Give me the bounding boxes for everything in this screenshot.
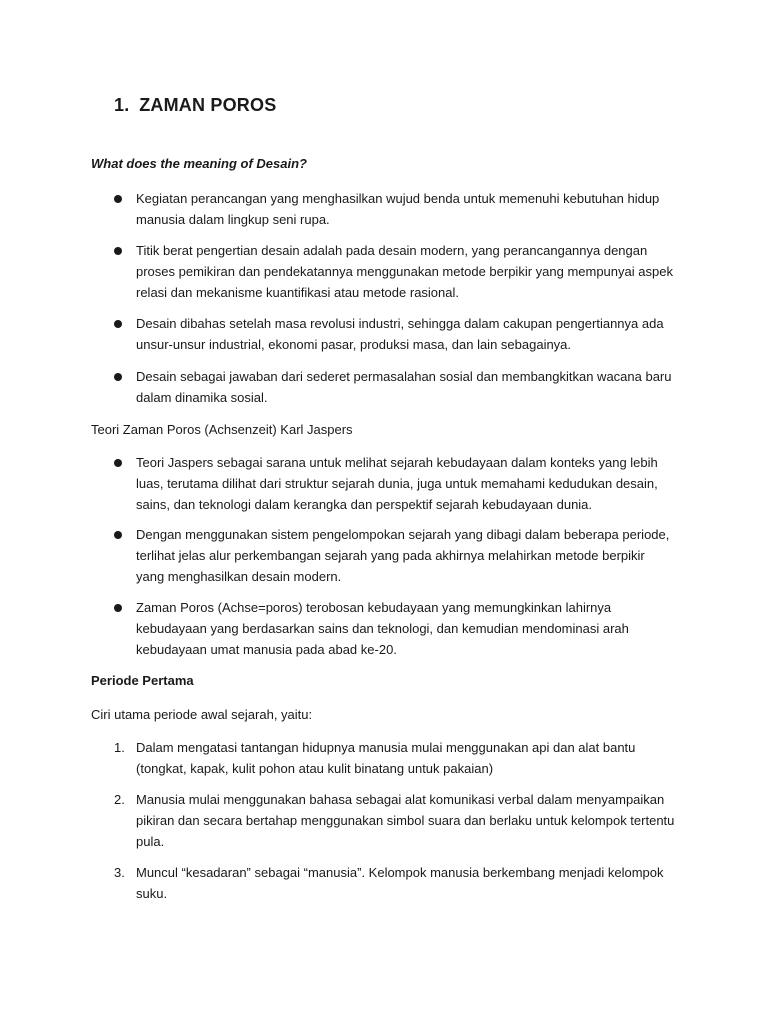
numbered-item <box>114 789 684 852</box>
bullet-item <box>114 188 674 230</box>
bullet-text: Zaman Poros (Achse=poros) terobosan kebudayaan yang memungkinkan lahirnya kebudayaan yang berdasarkan sains dan teknologi, dan kemudian mendominasi arah kebudayaan umat manusia pada abad ke-20. <box>136 600 629 657</box>
bullet-icon <box>114 247 122 255</box>
bullet-item <box>114 313 674 355</box>
bullet-text: Kegiatan perancangan yang menghasilkan wujud benda untuk memenuhi kebutuhan hidup manusia dalam lingkup seni rupa. <box>136 191 660 227</box>
bullet-text: Dengan menggunakan sistem pengelompokan sejarah yang dibagi dalam beberapa periode, terlihat jelas alur perkembangan sejarah yang pada akhirnya melahirkan metode berpikir yang menghasilkan desain modern. <box>136 527 670 584</box>
bullet-text: Teori Jaspers sebagai sarana untuk melihat sejarah kebudayaan dalam konteks yang lebih luas, terutama dilihat dari struktur sejarah dunia, juga untuk memahami kedudukan desain, sains, dan teknologi dalam kerangka dan perspektif sejarah kebudayaan dunia. <box>136 455 658 512</box>
heading-number: 1. <box>114 95 130 115</box>
question-line: What does the meaning of Desain? <box>91 156 307 171</box>
item-number: 2. <box>114 792 125 807</box>
bullet-item <box>114 524 674 587</box>
numbered-item <box>114 737 684 779</box>
teori-heading: Teori Zaman Poros (Achsenzeit) Karl Jaspers <box>91 422 353 437</box>
bullet-item <box>114 452 674 515</box>
bullet-icon <box>114 195 122 203</box>
bullet-item <box>114 240 674 303</box>
bullet-item <box>114 597 674 660</box>
bullet-item <box>114 366 674 408</box>
item-text: Muncul “kesadaran” sebagai “manusia”. Kelompok manusia berkembang menjadi kelompok suku. <box>136 865 664 901</box>
bullet-icon <box>114 459 122 467</box>
bullet-icon <box>114 604 122 612</box>
section-heading <box>114 95 276 116</box>
heading-title: ZAMAN POROS <box>139 95 277 115</box>
numbered-item <box>114 862 684 904</box>
item-number: 1. <box>114 740 125 755</box>
item-text: Manusia mulai menggunakan bahasa sebagai alat komunikasi verbal dalam menyampaikan pikiran dan secara bertahap menggunakan simbol suara dan berlaku untuk kelompok tertentu pula. <box>136 792 675 849</box>
item-text: Dalam mengatasi tantangan hidupnya manusia mulai menggunakan api dan alat bantu (tongkat, kapak, kulit pohon atau kulit binatang untuk pakaian) <box>136 740 636 776</box>
bullet-icon <box>114 373 122 381</box>
bullet-icon <box>114 320 122 328</box>
bullet-text: Desain dibahas setelah masa revolusi industri, sehingga dalam cakupan pengertiannya ada unsur-unsur industrial, ekonomi pasar, produksi masa, dan lain sebagainya. <box>136 316 664 352</box>
periode-heading: Periode Pertama <box>91 673 194 688</box>
bullet-icon <box>114 531 122 539</box>
bullet-text: Desain sebagai jawaban dari sederet permasalahan sosial dan membangkitkan wacana baru dalam dinamika sosial. <box>136 369 672 405</box>
item-number: 3. <box>114 865 125 880</box>
ciri-intro: Ciri utama periode awal sejarah, yaitu: <box>91 707 313 722</box>
bullet-text: Titik berat pengertian desain adalah pada desain modern, yang perancangannya dengan proses pemikiran dan pendekatannya menggunakan metode berpikir yang mempunyai aspek relasi dan mekanisme kuantifikasi atau metode rasional. <box>136 243 673 300</box>
